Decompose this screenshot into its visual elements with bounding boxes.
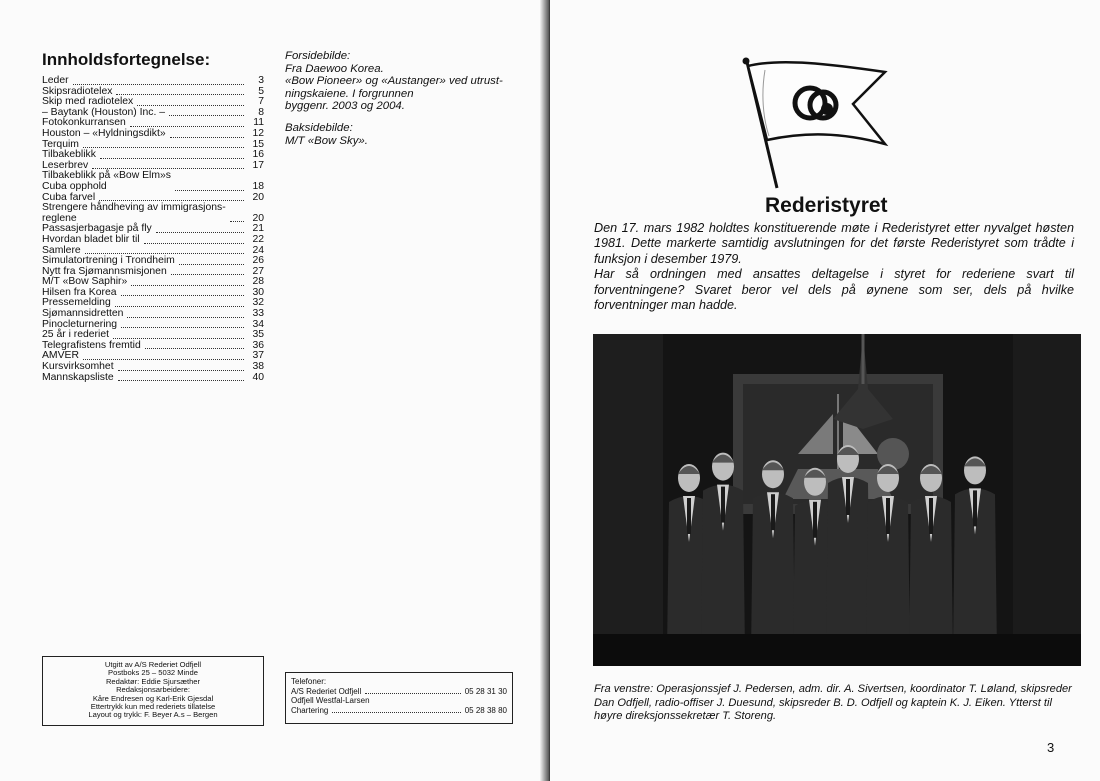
toc-entry-title: Leder bbox=[42, 75, 69, 86]
toc-entry-title: Telegrafistens fremtid bbox=[42, 339, 141, 351]
phone-row bbox=[291, 706, 507, 716]
toc-entry-title: Simulatortrening i Trondheim bbox=[42, 255, 175, 267]
dot-leader bbox=[230, 221, 244, 222]
dot-leader bbox=[145, 348, 244, 349]
company-flag-icon bbox=[735, 56, 895, 192]
table-of-contents bbox=[42, 76, 264, 383]
toc-entry bbox=[42, 76, 264, 87]
dot-leader bbox=[116, 94, 244, 95]
dot-leader bbox=[365, 693, 460, 694]
toc-entry-title: Pinocleturnering bbox=[42, 318, 118, 330]
toc-entry-page: 26 bbox=[252, 255, 264, 267]
toc-entry-title: Leserbrev bbox=[42, 159, 89, 171]
dot-leader bbox=[115, 306, 244, 307]
dot-leader bbox=[83, 359, 244, 360]
phone-number: 05 28 38 80 bbox=[464, 705, 507, 715]
toc-entry-page: 27 bbox=[252, 265, 264, 277]
toc-entry-page: 16 bbox=[252, 149, 264, 161]
dot-leader bbox=[127, 317, 244, 318]
dot-leader bbox=[144, 243, 244, 244]
publisher-line: Layout og trykk: F. Beyer A.s – Bergen bbox=[88, 710, 218, 720]
toc-entry-page: 18 bbox=[252, 180, 264, 192]
dot-leader bbox=[131, 285, 244, 286]
article-heading: Rederistyret bbox=[765, 194, 888, 217]
toc-entry-page: 40 bbox=[252, 371, 264, 383]
phone-box bbox=[285, 672, 513, 724]
toc-entry-page: 15 bbox=[252, 138, 264, 150]
cover-notes bbox=[285, 50, 535, 156]
dot-leader bbox=[113, 338, 244, 339]
toc-entry-page: 17 bbox=[252, 159, 264, 171]
intro-paragraph: Har så ordningen med ansattes deltagelse i styret for rederiene svart til forventningene? Svaret beror vel dels på øynene som ser, dels på hvilke forventninger man hadde. bbox=[594, 267, 1074, 313]
phone-name: Odfjell Westfal-Larsen bbox=[291, 696, 370, 705]
toc-entry-page: 32 bbox=[252, 297, 264, 309]
intro-paragraph: Den 17. mars 1982 holdtes konstituerende møte i Rederistyret etter nyvalget høsten 1981. Dette markerte samtidig avslutningen for det første Rederistyret som trådte i funksjon i desember 1979. bbox=[594, 221, 1074, 266]
phone-name: Chartering bbox=[291, 705, 329, 715]
toc-entry-title: Skipsradiotelex bbox=[42, 85, 113, 97]
toc-entry-page: 20 bbox=[252, 212, 264, 224]
toc-entry-page: 20 bbox=[252, 191, 264, 203]
left-page bbox=[0, 0, 548, 781]
toc-entry bbox=[42, 203, 264, 224]
dot-leader bbox=[118, 370, 244, 371]
photo-caption: Fra venstre: Operasjonssjef J. Pedersen, adm. dir. A. Sivertsen, koordinator T. Løland, skipsreder Dan Odfjell, radio-offiser J. Duesund, skipsreder B. D. Odfjell og kaptein K. J. Eiken. Ytterst til høyre direksjonssekretær T. Storeng. bbox=[594, 683, 1072, 723]
toc-entry-title: 25 år i rederiet bbox=[42, 329, 109, 341]
toc-entry-page: 28 bbox=[252, 276, 264, 288]
toc-entry-page: 33 bbox=[252, 308, 264, 320]
dot-leader bbox=[121, 295, 244, 296]
dot-leader bbox=[170, 137, 244, 138]
dot-leader bbox=[83, 147, 244, 148]
dot-leader bbox=[99, 200, 244, 201]
toc-entry-title: Nytt fra Sjømannsmisjonen bbox=[42, 265, 167, 277]
board-group-photo bbox=[593, 334, 1081, 666]
phone-number: 05 28 31 30 bbox=[464, 686, 507, 696]
back-cover-note: Baksidebilde: M/T «Bow Sky». bbox=[285, 121, 368, 147]
dot-leader bbox=[85, 253, 244, 254]
toc-entry bbox=[42, 171, 264, 192]
toc-entry bbox=[42, 235, 264, 246]
toc-entry-page: 12 bbox=[252, 127, 264, 139]
phone-row bbox=[291, 696, 507, 706]
dot-leader bbox=[171, 274, 244, 275]
toc-entry bbox=[42, 129, 264, 140]
publisher-line: Postboks 25 – 5032 Minde bbox=[108, 668, 198, 678]
toc-entry-page: 24 bbox=[252, 244, 264, 256]
toc-entry-title: Terquim bbox=[42, 138, 79, 150]
toc-entry-page: 21 bbox=[252, 223, 264, 235]
publisher-line: Kåre Endresen og Karl-Erik Gjesdal bbox=[92, 693, 214, 703]
toc-entry-title: – Baytank (Houston) Inc. – bbox=[42, 106, 166, 118]
article-intro bbox=[594, 221, 1074, 313]
toc-entry-page: 5 bbox=[258, 85, 264, 97]
dot-leader bbox=[130, 126, 244, 127]
dot-leader bbox=[179, 264, 244, 265]
toc-entry-title: Pressemelding bbox=[42, 297, 111, 309]
toc-entry-page: 30 bbox=[252, 286, 264, 298]
dot-leader bbox=[332, 712, 460, 713]
publisher-line: Utgitt av A/S Rederiet Odfjell bbox=[104, 660, 202, 669]
toc-entry-title: AMVER bbox=[42, 350, 79, 362]
publisher-line: Ettertrykk kun med rederiets tillatelse bbox=[90, 702, 216, 712]
toc-entry-page: 22 bbox=[252, 233, 264, 245]
toc-entry-title: Sjømannsidretten bbox=[42, 308, 124, 320]
dot-leader bbox=[118, 380, 244, 381]
toc-entry-title: Fotokonkurransen bbox=[42, 117, 126, 129]
toc-entry-title: Strengere håndheving av immigrasjons- reglene bbox=[42, 202, 226, 224]
phone-heading: Telefoner: bbox=[291, 677, 327, 686]
toc-entry-title: Passasjerbagasje på fly bbox=[42, 223, 152, 235]
dot-leader bbox=[121, 327, 244, 328]
toc-entry-page: 37 bbox=[252, 350, 264, 362]
dot-leader bbox=[73, 84, 244, 85]
dot-leader bbox=[169, 115, 244, 116]
toc-entry-title: Cuba farvel bbox=[42, 191, 96, 203]
toc-entry-title: Tilbakeblikk på «Bow Elm»s Cuba opphold bbox=[42, 170, 171, 192]
publisher-line: Redaktør: Eddie Sjursæther bbox=[105, 676, 201, 686]
toc-entry-page: 38 bbox=[252, 361, 264, 373]
toc-entry-title: Hvordan bladet blir til bbox=[42, 233, 140, 245]
toc-entry-page: 8 bbox=[258, 106, 264, 118]
phone-row bbox=[291, 687, 507, 697]
phone-name: A/S Rederiet Odfjell bbox=[291, 686, 362, 696]
toc-entry-title: Mannskapsliste bbox=[42, 371, 114, 383]
toc-entry-page: 34 bbox=[252, 318, 264, 330]
front-cover-note: Forsidebilde: Fra Daewoo Korea. «Bow Pioneer» og «Austanger» ved utrust- ningskaiene. I forgrunnen byggenr. 2003 og 2004. bbox=[285, 50, 503, 113]
toc-entry-page: 36 bbox=[252, 339, 264, 351]
toc-entry-title: Samlere bbox=[42, 244, 81, 256]
toc-entry-title: M/T «Bow Saphir» bbox=[42, 276, 128, 288]
dot-leader bbox=[156, 232, 244, 233]
toc-entry-title: Skip med radiotelex bbox=[42, 96, 134, 108]
toc-entry-page: 11 bbox=[253, 117, 264, 129]
toc-title: Innholdsfortegnelse: bbox=[42, 50, 211, 69]
dot-leader bbox=[137, 105, 244, 106]
toc-entry-title: Houston – «Hyldningsdikt» bbox=[42, 127, 166, 139]
publisher-box bbox=[42, 656, 264, 726]
toc-entry-page: 7 bbox=[258, 96, 264, 108]
toc-entry-title: Kursvirksomhet bbox=[42, 361, 114, 373]
page-number: 3 bbox=[1047, 740, 1055, 755]
toc-entry-title: Hilsen fra Korea bbox=[42, 286, 117, 298]
dot-leader bbox=[100, 158, 244, 159]
toc-entry bbox=[42, 373, 264, 384]
right-page bbox=[550, 0, 1100, 781]
publisher-line: Redaksjonsarbeidere: bbox=[116, 685, 190, 695]
toc-entry-page: 35 bbox=[252, 329, 264, 341]
toc-entry-title: Tilbakeblikk bbox=[42, 149, 96, 161]
toc-entry-page: 3 bbox=[258, 75, 264, 86]
dot-leader bbox=[175, 190, 244, 191]
